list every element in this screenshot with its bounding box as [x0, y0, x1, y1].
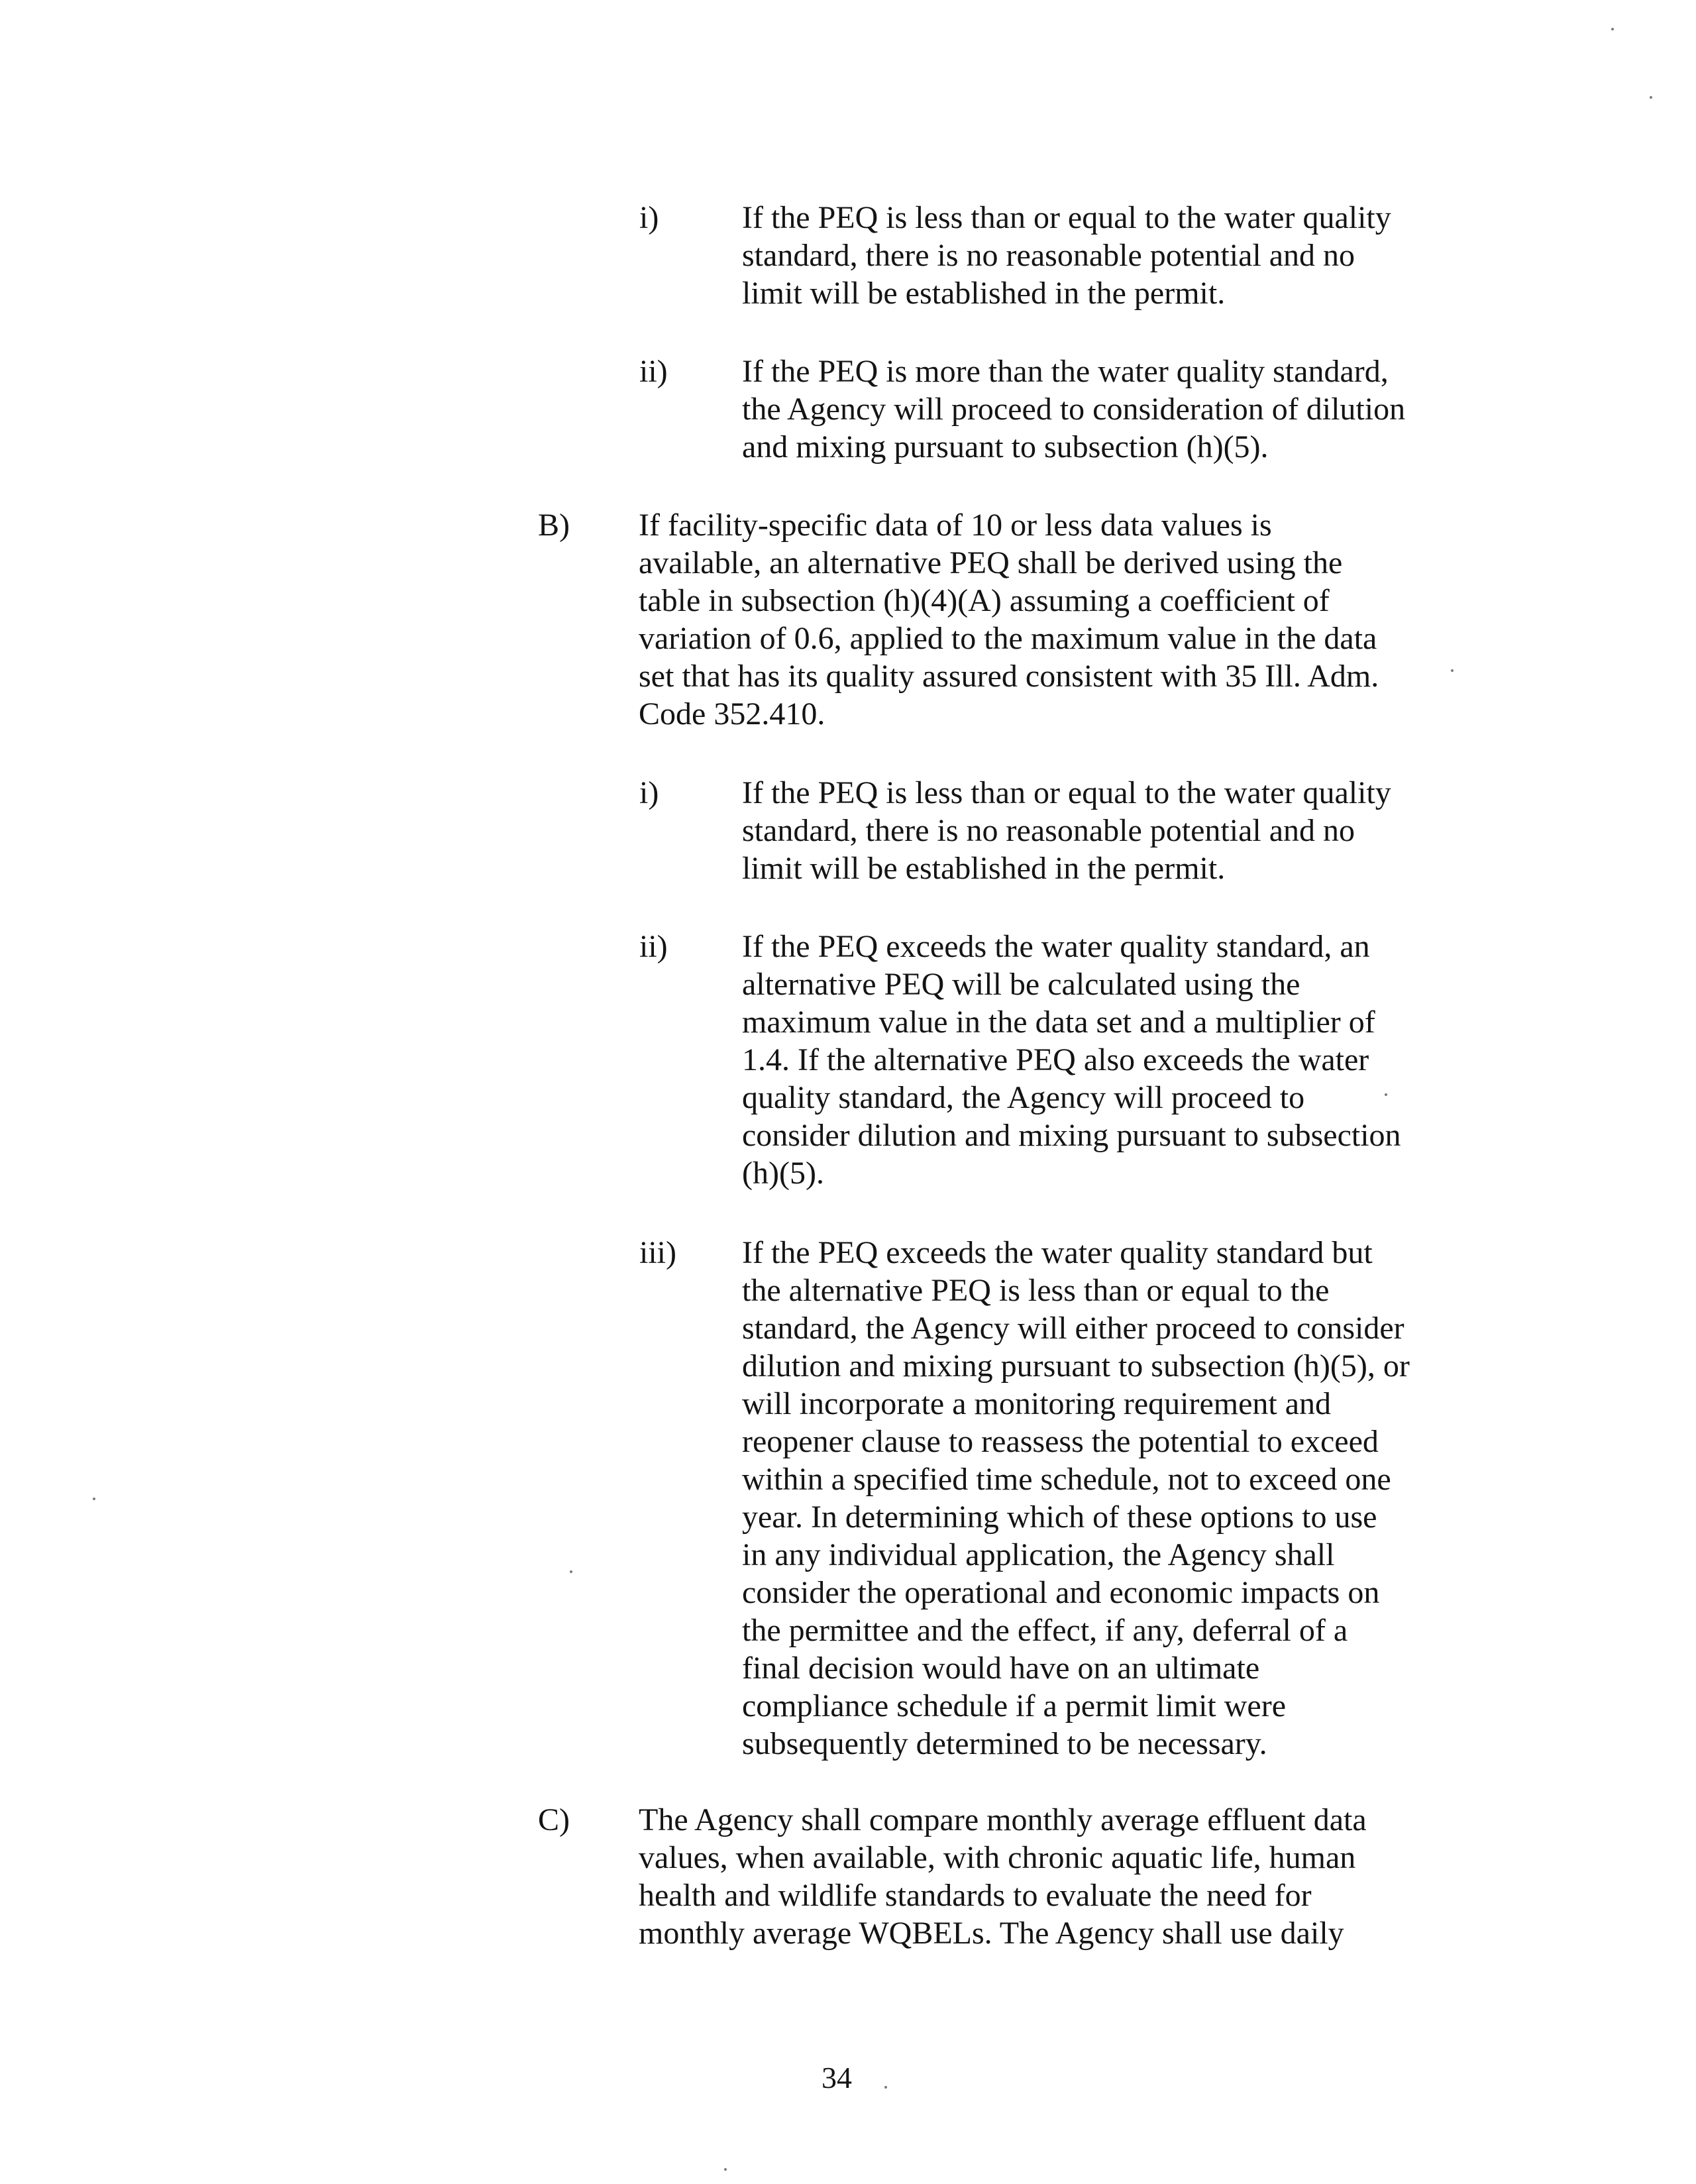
item-label: B): [538, 508, 570, 543]
text-line: subsequently determined to be necessary.: [742, 1726, 1267, 1761]
text-line: standard, there is no reasonable potential and no: [742, 238, 1355, 273]
text-line: If the PEQ exceeds the water quality standard, an: [742, 929, 1370, 964]
text-line: consider dilution and mixing pursuant to subsection: [742, 1118, 1401, 1153]
text-line: alternative PEQ will be calculated using the: [742, 967, 1300, 1002]
text-line: set that has its quality assured consistent with 35 Ill. Adm.: [639, 659, 1379, 694]
item-text: [742, 1234, 1410, 1763]
scan-speck: [93, 1498, 95, 1500]
text-line: reopener clause to reassess the potential to exceed: [742, 1424, 1379, 1459]
item-text: [742, 774, 1391, 887]
text-line: available, an alternative PEQ shall be derived using the: [639, 545, 1343, 580]
text-line: maximum value in the data set and a multiplier of: [742, 1005, 1375, 1040]
text-line: variation of 0.6, applied to the maximum value in the data: [639, 621, 1377, 656]
text-line: limit will be established in the permit.: [742, 276, 1226, 311]
text-line: standard, the Agency will either proceed to consider: [742, 1311, 1404, 1346]
scan-speck: [1385, 1093, 1387, 1096]
scan-speck: [884, 2086, 887, 2089]
item-text: [742, 199, 1391, 312]
item-text: [742, 928, 1401, 1192]
text-line: limit will be established in the permit.: [742, 851, 1226, 886]
text-line: health and wildlife standards to evaluate the need for: [639, 1878, 1312, 1913]
scan-speck: [1650, 96, 1652, 99]
text-line: If facility-specific data of 10 or less data values is: [639, 508, 1272, 543]
item-label: iii): [639, 1235, 676, 1270]
text-line: If the PEQ is less than or equal to the water quality: [742, 200, 1391, 235]
scan-speck: [570, 1570, 572, 1573]
item-text: [639, 506, 1379, 733]
item-text: [639, 1801, 1367, 1952]
text-line: If the PEQ is less than or equal to the water quality: [742, 775, 1391, 810]
text-line: If the PEQ exceeds the water quality standard but: [742, 1235, 1373, 1270]
text-line: in any individual application, the Agency shall: [742, 1537, 1335, 1572]
text-line: the alternative PEQ is less than or equal to the: [742, 1273, 1330, 1308]
text-line: dilution and mixing pursuant to subsection (h)(5), or: [742, 1348, 1410, 1384]
text-line: consider the operational and economic impacts on: [742, 1575, 1380, 1610]
text-line: the permittee and the effect, if any, deferral of a: [742, 1613, 1348, 1648]
text-line: year. In determining which of these options to use: [742, 1500, 1377, 1535]
text-line: and mixing pursuant to subsection (h)(5).: [742, 429, 1269, 464]
text-line: 1.4. If the alternative PEQ also exceeds the water: [742, 1042, 1369, 1077]
text-line: monthly average WQBELs. The Agency shall use daily: [639, 1916, 1344, 1951]
page-number: 34: [822, 2061, 852, 2095]
text-line: quality standard, the Agency will proceed to: [742, 1080, 1305, 1115]
text-line: standard, there is no reasonable potential and no: [742, 813, 1355, 848]
text-line: If the PEQ is more than the water quality standard,: [742, 354, 1389, 389]
scan-speck: [724, 2168, 727, 2171]
text-line: table in subsection (h)(4)(A) assuming a coefficient of: [639, 583, 1330, 618]
text-line: will incorporate a monitoring requirement and: [742, 1386, 1332, 1421]
item-label: C): [538, 1802, 570, 1837]
item-label: i): [639, 775, 659, 810]
text-line: Code 352.410.: [639, 696, 825, 732]
item-label: ii): [639, 354, 668, 389]
item-label: i): [639, 200, 659, 235]
text-line: The Agency shall compare monthly average effluent data: [639, 1802, 1367, 1837]
text-line: values, when available, with chronic aquatic life, human: [639, 1840, 1356, 1875]
text-line: within a specified time schedule, not to exceed one: [742, 1462, 1391, 1497]
text-line: compliance schedule if a permit limit were: [742, 1688, 1287, 1723]
scan-speck: [1451, 669, 1454, 672]
item-label: ii): [639, 929, 668, 964]
text-line: final decision would have on an ultimate: [742, 1651, 1260, 1686]
item-text: [742, 353, 1405, 466]
text-line: (h)(5).: [742, 1156, 824, 1191]
text-line: the Agency will proceed to consideration of dilution: [742, 392, 1406, 427]
scan-speck: [1611, 28, 1614, 30]
